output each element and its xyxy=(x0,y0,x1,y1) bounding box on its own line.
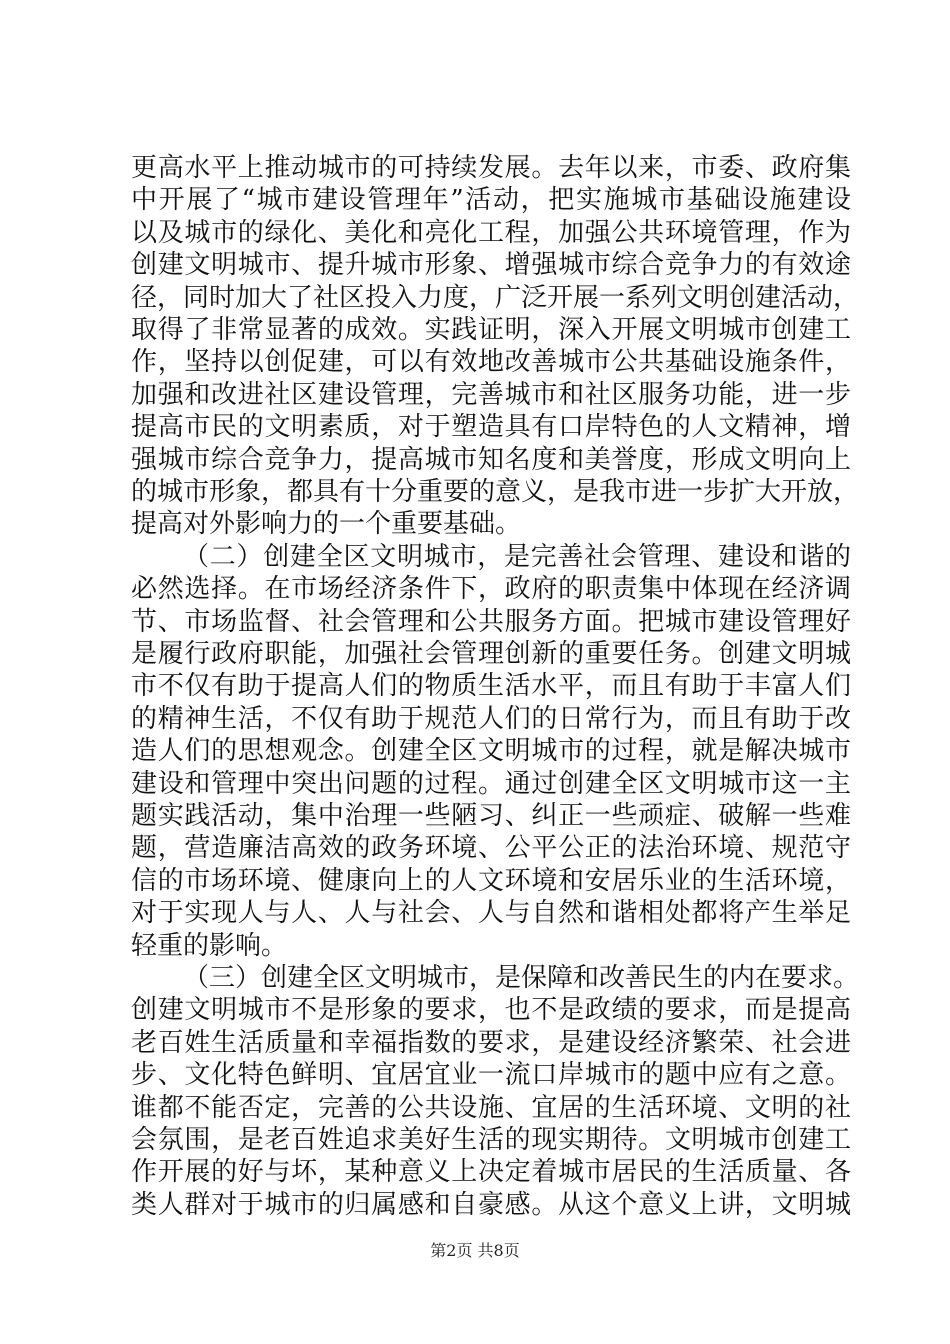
page-footer: 第2页 共8页 xyxy=(430,1241,520,1260)
text-line: 的城市形象，都具有十分重要的意义，是我市进一步扩大开放， xyxy=(131,477,860,507)
text-line: 是履行政府职能，加强社会管理创新的重要任务。创建文明城 xyxy=(131,639,851,669)
text-line: 作，坚持以创促建，可以有效地改善城市公共基础设施条件， xyxy=(131,347,851,378)
text-line: 中开展了“城市建设管理年”活动，把实施城市基础设施建设 xyxy=(131,185,851,216)
text-line: 谁都不能否定，完善的公共设施、宜居的生活环境、文明的社 xyxy=(131,1092,851,1123)
text-line: 的精神生活，不仅有助于规范人们的日常行为，而且有助于改 xyxy=(131,703,851,734)
text-line: 必然选择。在市场经济条件下，政府的职责集中体现在经济调 xyxy=(131,574,851,605)
text-line: 题，营造廉洁高效的政务环境、公平公正的法治环境、规范守 xyxy=(131,833,851,864)
text-line: 轻重的影响。 xyxy=(131,930,288,961)
text-line: 节、市场监督、社会管理和公共服务方面。把城市建设管理好 xyxy=(131,606,851,637)
text-line: 以及城市的绿化、美化和亮化工程，加强公共环境管理，作为 xyxy=(131,217,851,248)
text-line: 提高对外影响力的一个重要基础。 xyxy=(131,509,522,540)
text-line: 强城市综合竞争力，提高城市知名度和美誉度，形成文明向上 xyxy=(131,444,851,475)
text-line: （三）创建全区文明城市，是保障和改善民生的内在要求。 xyxy=(183,963,860,993)
text-line: 取得了非常显著的成效。实践证明，深入开展文明城市创建工 xyxy=(131,315,851,345)
text-line: 创建文明城市、提升城市形象、增强城市综合竞争力的有效途 xyxy=(131,250,851,281)
text-line: 类人群对于城市的归属感和自豪感。从这个意义上讲，文明城 xyxy=(131,1189,851,1220)
text-line: 老百姓生活质量和幸福指数的要求，是建设经济繁荣、社会进 xyxy=(131,1027,851,1058)
text-line: 径，同时加大了社区投入力度，广泛开展一系列文明创建活动， xyxy=(131,282,860,313)
text-line: （二）创建全区文明城市，是完善社会管理、建设和谐的 xyxy=(183,541,851,572)
text-line: 创建文明城市不是形象的要求，也不是政绩的要求，而是提高 xyxy=(131,995,851,1026)
text-line: 市不仅有助于提高人们的物质生活水平，而且有助于丰富人们 xyxy=(131,671,851,702)
text-line: 信的市场环境、健康向上的人文环境和安居乐业的生活环境， xyxy=(131,865,851,896)
text-line: 作开展的好与坏，某种意义上决定着城市居民的生活质量、各 xyxy=(131,1157,851,1188)
text-line: 会氛围，是老百姓追求美好生活的现实期待。文明城市创建工 xyxy=(131,1125,851,1155)
text-line: 题实践活动，集中治理一些陋习、纠正一些顽症、破解一些难 xyxy=(131,801,851,831)
text-line: 提高市民的文明素质，对于塑造具有口岸特色的人文精神，增 xyxy=(131,412,851,443)
text-line: 加强和改进社区建设管理，完善城市和社区服务功能，进一步 xyxy=(131,379,851,410)
text-line: 造人们的思想观念。创建全区文明城市的过程，就是解决城市 xyxy=(131,736,851,767)
text-line: 建设和管理中突出问题的过程。通过创建全区文明城市这一主 xyxy=(131,768,851,799)
text-line: 步、文化特色鲜明、宜居宜业一流口岸城市的题中应有之意。 xyxy=(131,1060,851,1091)
text-line: 更高水平上推动城市的可持续发展。去年以来，市委、政府集 xyxy=(131,153,851,183)
text-line: 对于实现人与人、人与社会、人与自然和谐相处都将产生举足 xyxy=(131,898,851,929)
